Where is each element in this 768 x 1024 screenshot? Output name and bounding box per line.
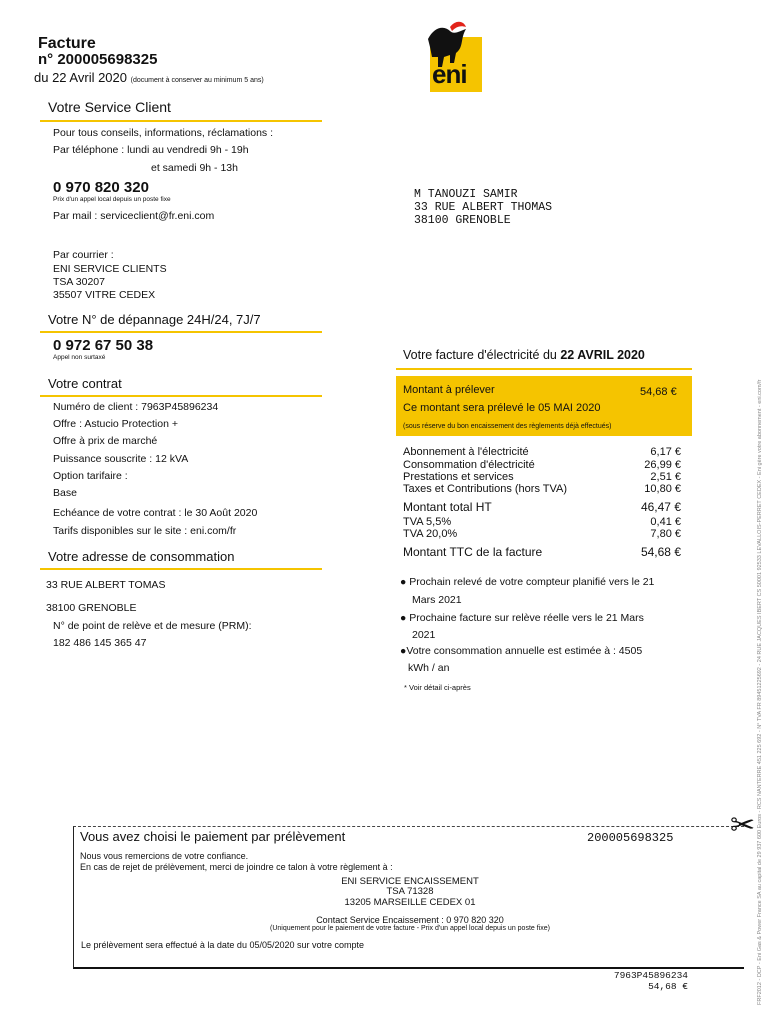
line-abonnement — [403, 446, 681, 458]
bullet-releve-b: Mars 2021 — [412, 594, 462, 606]
facture-elec-title — [403, 348, 645, 362]
service-line1: Pour tous conseils, informations, réclamations : — [53, 127, 274, 139]
invoice-date-note: (document à conserver au minimum 5 ans) — [130, 77, 264, 84]
coupon-prelev-date: Le prélèvement sera effectué à la date du 05/05/2020 sur votre compte — [81, 940, 365, 950]
adresse-line1: 33 RUE ALBERT TOMAS — [46, 579, 166, 591]
contrat-offre1: Offre : Astucio Protection + — [53, 418, 178, 430]
voir-detail: * Voir détail ci-après — [404, 683, 471, 692]
ttc-row — [403, 545, 681, 559]
line-label: Consommation d'électricité — [403, 459, 535, 471]
courrier-line3: 35507 VITRE CEDEX — [53, 289, 156, 301]
bullet-releve-a: Prochain relevé de votre compteur planifié vers le 21 — [409, 576, 655, 588]
invoice-date — [34, 70, 264, 85]
depannage-phone[interactable]: 0 972 67 50 38 — [53, 337, 154, 354]
contrat-heading: Votre contrat — [48, 376, 122, 391]
line-label: Abonnement à l'électricité — [403, 446, 529, 458]
line-label: Prestations et services — [403, 471, 514, 483]
montant-value: 54,68 € — [640, 386, 677, 398]
service-mail[interactable]: Par mail : serviceclient@fr.eni.com — [53, 210, 215, 222]
contrat-echeance: Echéance de votre contrat : le 30 Août 2020 — [53, 507, 258, 519]
line-consommation — [403, 459, 681, 471]
contrat-tarifs[interactable]: Tarifs disponibles sur le site : eni.com/fr — [53, 525, 237, 537]
line-value: 2,51 € — [650, 471, 681, 483]
coupon-rejet: En cas de rejet de prélèvement, merci de joindre ce talon à votre règlement à : — [80, 862, 393, 872]
adresse-line2: 38100 GRENOBLE — [46, 602, 137, 614]
invoice-date-text: du 22 Avril 2020 — [34, 70, 127, 85]
service-line2: Par téléphone : lundi au vendredi 9h - 19h — [53, 144, 249, 156]
contrat-puissance: Puissance souscrite : 12 kVA — [53, 453, 189, 465]
service-client-heading: Votre Service Client — [48, 99, 171, 115]
line-value: 26,99 € — [644, 459, 681, 471]
invoice-title: Facture — [38, 35, 96, 52]
coupon-client: 7963P45896234 — [613, 970, 688, 981]
scissors-icon: ✂ — [730, 809, 756, 842]
facture-title-pre: Votre facture d'électricité du — [403, 348, 561, 362]
bullet-conso — [400, 645, 642, 657]
line-label: Taxes et Contributions (hors TVA) — [403, 483, 568, 495]
logo-text: eni — [432, 59, 467, 89]
bullet-facture-b: 2021 — [412, 629, 436, 641]
reserve-text: (sous réserve du bon encaissement des règlements déjà effectués) — [403, 423, 612, 430]
service-phone[interactable]: 0 970 820 320 — [53, 179, 149, 196]
divider — [40, 395, 322, 397]
divider — [40, 568, 322, 570]
tva55-value: 0,41 € — [650, 516, 681, 528]
divider — [396, 368, 692, 370]
eni-logo — [420, 17, 482, 92]
coupon-number: 200005698325 — [587, 831, 674, 845]
divider — [40, 120, 322, 122]
depannage-note: Appel non surtaxé — [53, 354, 106, 361]
courrier-line1: ENI SERVICE CLIENTS — [53, 263, 167, 275]
bullet-facture — [400, 612, 644, 624]
contrat-option: Option tarifaire : — [53, 470, 128, 482]
line-value: 10,80 € — [644, 483, 681, 495]
total-ht-value: 46,47 € — [640, 500, 681, 514]
coupon-thanks: Nous vous remercions de votre confiance. — [80, 851, 249, 861]
contrat-client: Numéro de client : 7963P45896234 — [53, 401, 219, 413]
ttc-label: Montant TTC de la facture — [403, 545, 543, 559]
prm-label: N° de point de relève et de mesure (PRM): — [53, 620, 252, 632]
contrat-option-val: Base — [53, 487, 77, 499]
tva20-value: 7,80 € — [650, 528, 681, 540]
coupon-addr2: TSA 71328 — [386, 886, 434, 897]
bullet-conso-a: Votre consommation annuelle est estimée à : 4505 — [406, 645, 643, 657]
bullet-releve — [400, 576, 654, 588]
ttc-value: 54,68 € — [640, 545, 681, 559]
recipient-name: M TANOUZI SAMIR — [414, 188, 518, 201]
courrier-label: Par courrier : — [53, 249, 114, 261]
bullet-icon: ● — [400, 612, 407, 624]
tva55-label: TVA 5,5% — [403, 516, 452, 528]
line-prestations — [403, 471, 681, 483]
coupon-addr3: 13205 MARSEILLE CEDEX 01 — [344, 897, 476, 908]
depannage-heading: Votre N° de dépannage 24H/24, 7J/7 — [48, 312, 261, 327]
tva20-label: TVA 20,0% — [403, 528, 458, 540]
coupon-contact-note: (Uniquement pour le paiement de votre facture - Prix d'un appel local depuis un poste fixe) — [270, 925, 550, 932]
service-line3: et samedi 9h - 13h — [151, 162, 238, 174]
coupon-heading: Vous avez choisi le paiement par prélèvement — [80, 829, 346, 844]
divider — [40, 331, 322, 333]
service-phone-note: Prix d'un appel local depuis un poste fixe — [53, 196, 171, 203]
coupon-amount: 54,68 € — [648, 981, 688, 992]
bullet-icon: ● — [400, 645, 407, 657]
facture-title-date: 22 AVRIL 2020 — [560, 348, 645, 362]
contrat-offre2: Offre à prix de marché — [53, 435, 158, 447]
montant-label: Montant à prélever — [403, 384, 495, 396]
bullet-conso-b: kWh / an — [408, 662, 450, 674]
invoice-number: n° 200005698325 — [38, 51, 158, 68]
recipient-city: 38100 GRENOBLE — [414, 214, 511, 227]
prelev-text: Ce montant sera prélevé le 05 MAI 2020 — [403, 402, 601, 414]
line-value: 6,17 € — [650, 446, 681, 458]
coupon-addr1: ENI SERVICE ENCAISSEMENT — [341, 876, 479, 887]
tva55-row — [403, 516, 681, 528]
legal-text: FRF2012 - DCP - Eni Gas & Power France SA au capital de 29 937 600 Euros - RCS NANTERRE 451 225 692 - N° TVA FR 89451225692 - 24 RUE JACQUES IBERT CS 50001 92533 LEVALLOIS-PERRET CEDEX - Eni gère votre abonnement - eni.com/fr — [757, 379, 763, 1005]
adresse-heading: Votre adresse de consommation — [48, 549, 235, 564]
courrier-line2: TSA 30207 — [53, 276, 105, 288]
coupon-contact: Contact Service Encaissement : 0 970 820 320 — [316, 915, 504, 925]
bullet-icon: ● — [400, 576, 407, 588]
recipient-street: 33 RUE ALBERT THOMAS — [414, 201, 553, 214]
total-ht-row — [403, 500, 681, 514]
bullet-facture-a: Prochaine facture sur relève réelle vers le 21 Mars — [409, 612, 644, 624]
tva20-row — [403, 528, 681, 540]
prm-value: 182 486 145 365 47 — [53, 637, 147, 649]
line-taxes — [403, 483, 681, 495]
total-ht-label: Montant total HT — [403, 500, 492, 514]
